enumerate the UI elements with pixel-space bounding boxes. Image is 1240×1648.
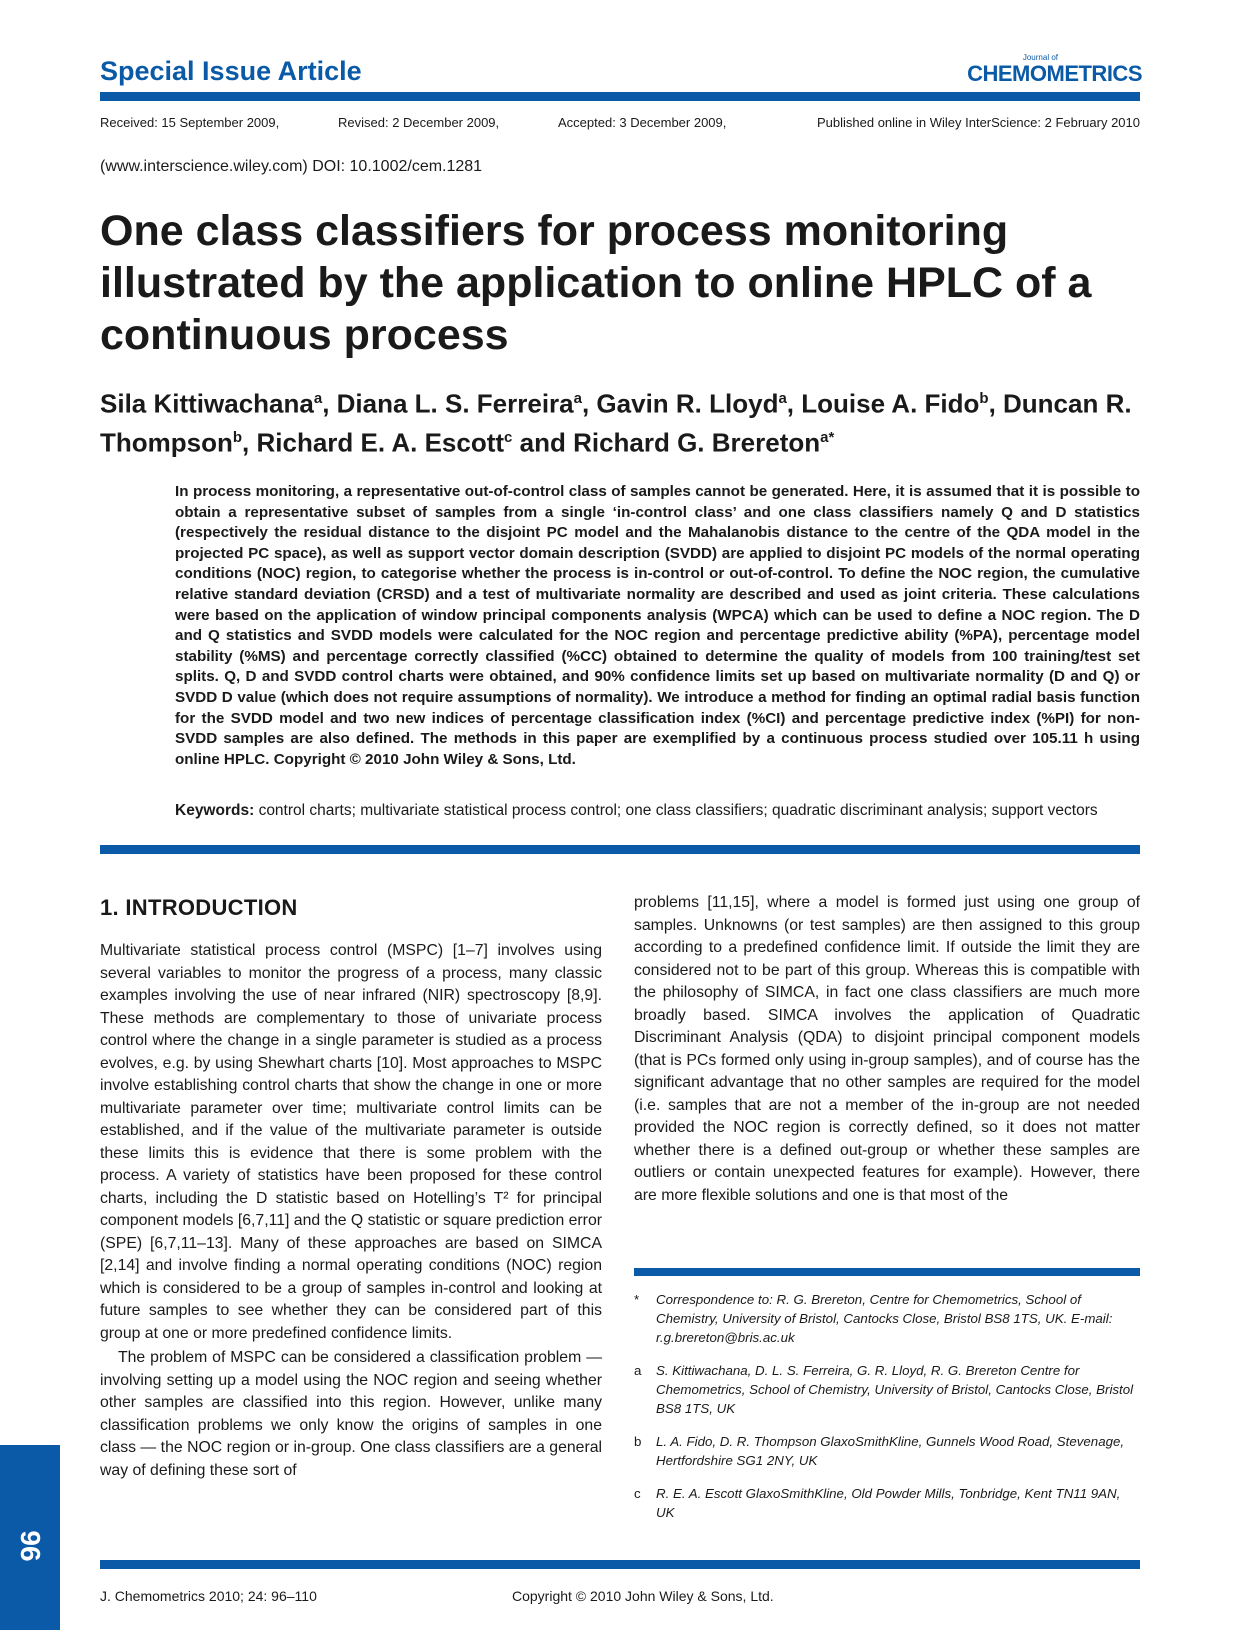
abstract-rule — [100, 845, 1140, 854]
intro-paragraph-2: The problem of MSPC can be considered a classification problem — involving setting up a model using the NOC region and seeing whether other samples are classified into this region. However, unlike many classification problems we only know the origins of samples in one class — the NOC region or in-group. One class classifiers are a general way of defining these sort of — [100, 1349, 602, 1479]
author-name: Louise A. Fido — [801, 388, 980, 419]
author-name: Richard G. Brereton — [573, 427, 821, 458]
page-number: 96 — [15, 1530, 46, 1562]
journal-logo — [967, 54, 1142, 86]
footnote-affiliation-b — [634, 1432, 1140, 1470]
author-affiliation-mark: a — [313, 390, 323, 407]
received-date: Received: 15 September 2009, — [100, 115, 280, 130]
keywords-label: Keywords: — [175, 802, 255, 819]
author-list: Sila Kittiwachana$^a$, Diana L. S. Ferreira$^a$, Gavin R. Lloyd$^a$, Louise A. Fido$^b$, Duncan R. Thompson$^b$, Richard E. A. Escott$^c$ and Richard G. Brereton$^{a*}$ — [100, 388, 1132, 458]
paper-title: One class classifiers for process monitoring illustrated by the application to online HPLC of a continuous process — [100, 207, 1092, 359]
author-affiliation-mark: b — [979, 390, 989, 407]
footnote-mark: b — [634, 1434, 642, 1449]
footnote-affiliation-c — [634, 1484, 1140, 1522]
keywords-text: control charts; multivariate statistical process control; one class classifiers; quadratic discriminant analysis; support vectors — [258, 802, 1098, 819]
author-name: Diana L. S. Ferreira — [336, 388, 574, 419]
header-rule — [100, 92, 1140, 101]
author-affiliation-mark: a — [778, 390, 787, 407]
doi-line: (www.interscience.wiley.com) DOI: 10.1002/cem.1281 — [100, 158, 483, 175]
footnote-text: S. Kittiwachana, D. L. S. Ferreira, G. R. Lloyd, R. G. Brereton Centre for Chemometrics, School of Chemistry, University of Bristol, Cantocks Close, Bristol BS8 1TS, UK — [656, 1363, 1134, 1416]
author-affiliation-mark: b — [232, 428, 243, 446]
author-name: Duncan R. Thompson — [100, 388, 1132, 458]
footnote-text: L. A. Fido, D. R. Thompson GlaxoSmithKline, Gunnels Wood Road, Stevenage, Hertfordshire SG1 2NY, UK — [656, 1434, 1125, 1468]
author-affiliation-mark: a* — [820, 428, 835, 446]
keywords — [175, 800, 1140, 821]
footnote-mark: c — [634, 1486, 641, 1501]
footnote-affiliation-a — [634, 1361, 1140, 1418]
left-column — [100, 940, 602, 1482]
footnotes — [634, 1290, 1140, 1536]
footnote-text: R. E. A. Escott GlaxoSmithKline, Old Powder Mills, Tonbridge, Kent TN11 9AN, UK — [656, 1486, 1121, 1520]
article-type-label: Special Issue Article — [100, 56, 362, 86]
published-date: Published online in Wiley InterScience: 2 February 2010 — [816, 115, 1140, 130]
journal-citation: J. Chemometrics 2010; 24: 96–110 — [100, 1588, 317, 1604]
footnote-rule — [634, 1268, 1140, 1276]
intro-paragraph-1: Multivariate statistical process control (MSPC) [1–7] involves using several variables to monitor the progress of a process, many classic examples involving the use of near infrared (NIR) spectroscopy [8,9]. These methods are complementary to those of univariate process control where the change in a single parameter is studied as a process evolves, e.g. by using Shewhart charts [10]. Most approaches to MSPC involve establishing control charts that show the change in one or more multivariate parameter over time; multivariate control limits can be established, and if the value of the multivariate parameter is outside these limits this is evidence that there is some problem with the process. A variety of statistics have been proposed for these control charts, including the D statistic based on Hotelling’s T² for principal component models [6,7,11] and the Q statistic or square prediction error (SPE) [6,7,11–13]. Many of these approaches are based on SIMCA [2,14] and involve finding a normal operating conditions (NOC) region which is considered to be a group of samples in-control and looking at future samples to see whether they can be considered part of this group at one or more predefined confidence limits. — [100, 942, 602, 1342]
journal-logo-name: CHEMOMETRICS — [967, 61, 1142, 86]
author-name: Gavin R. Lloyd — [596, 388, 779, 419]
right-column — [634, 892, 1140, 1207]
footnote-mark: * — [634, 1292, 640, 1307]
section-heading: 1. INTRODUCTION — [100, 895, 298, 920]
footnote-correspondence — [634, 1290, 1140, 1347]
footer-copyright: Copyright © 2010 John Wiley & Sons, Ltd. — [512, 1588, 774, 1604]
footnote-mark: a — [634, 1363, 642, 1378]
accepted-date: Accepted: 3 December 2009, — [558, 115, 727, 130]
author-affiliation-mark: a — [573, 390, 582, 407]
revised-date: Revised: 2 December 2009, — [338, 115, 500, 130]
intro-paragraph-3: problems [11,15], where a model is formed just using one group of samples. Unknowns (or test samples) are then assigned to this group according to a predefined confidence limit. If outside the limit they are considered not to be part of this group. Whereas this is compatible with the philosophy of SIMCA, in fact one class classifiers are much more broadly based. SIMCA involves the application of Quadratic Discriminant Analysis (QDA) to disjoint principal component models (that is PCs formed only using in-group samples), and of course has the significant advantage that no other samples are required for the model (i.e. samples that are not a member of the in-group are not needed provided the NOC region is correctly defined, so it does not matter whether there is a defined out-group or whether these samples are outliers or contain unexpected features for example). However, there are more flexible solutions and one is that most of the — [634, 894, 1140, 1204]
footer-rule — [100, 1560, 1140, 1569]
author-name: Richard E. A. Escott — [256, 427, 505, 458]
author-name: Sila Kittiwachana — [100, 388, 314, 419]
journal-logo-small: Journal of — [1022, 53, 1058, 62]
author-affiliation-mark: c — [504, 428, 513, 446]
footnote-text: Correspondence to: R. G. Brereton, Centre for Chemometrics, School of Chemistry, University of Bristol, Cantocks Close, Bristol BS8 1TS, UK. E-mail: r.g.brereton@bris.ac.uk — [656, 1292, 1113, 1345]
abstract: In process monitoring, a representative out-of-control class of samples cannot be generated. Here, it is assumed that it is possible to obtain a representative subset of samples from a single ‘in-control class’ and one class classifiers namely Q and D statistics (respectively the residual distance to the disjoint PC model and the Mahalanobis distance to the centre of the QDA model in the projected PC space), as well as support vector domain description (SVDD) are applied to disjoint PC models of the normal operating conditions (NOC) region, to categorise whether the process is in-control or out-of-control. To define the NOC region, the cumulative relative standard deviation (CRSD) and a test of multivariate normality are described and used as joint criteria. These calculations were based on the application of window principal components analysis (WPCA) which can be used to define a NOC region. The D and Q statistics and SVDD models were calculated for the NOC region and percentage predictive ability (%PA), percentage model stability (%MS) and percentage correctly classified (%CC) obtained to determine the quality of models from 100 training/test set splits. Q, D and SVDD control charts were obtained, and 90% confidence limits set up based on multivariate normality (D and Q) or SVDD D value (which does not require assumptions of normality). We introduce a method for finding an optimal radial basis function for the SVDD model and two new indices of percentage classification index (%CI) and percentage predictive index (%PI) for non-SVDD samples are also defined. The methods in this paper are exemplified by a continuous process studied over 105.11 h using online HPLC. Copyright © 2010 John Wiley & Sons, Ltd. — [175, 483, 1140, 768]
